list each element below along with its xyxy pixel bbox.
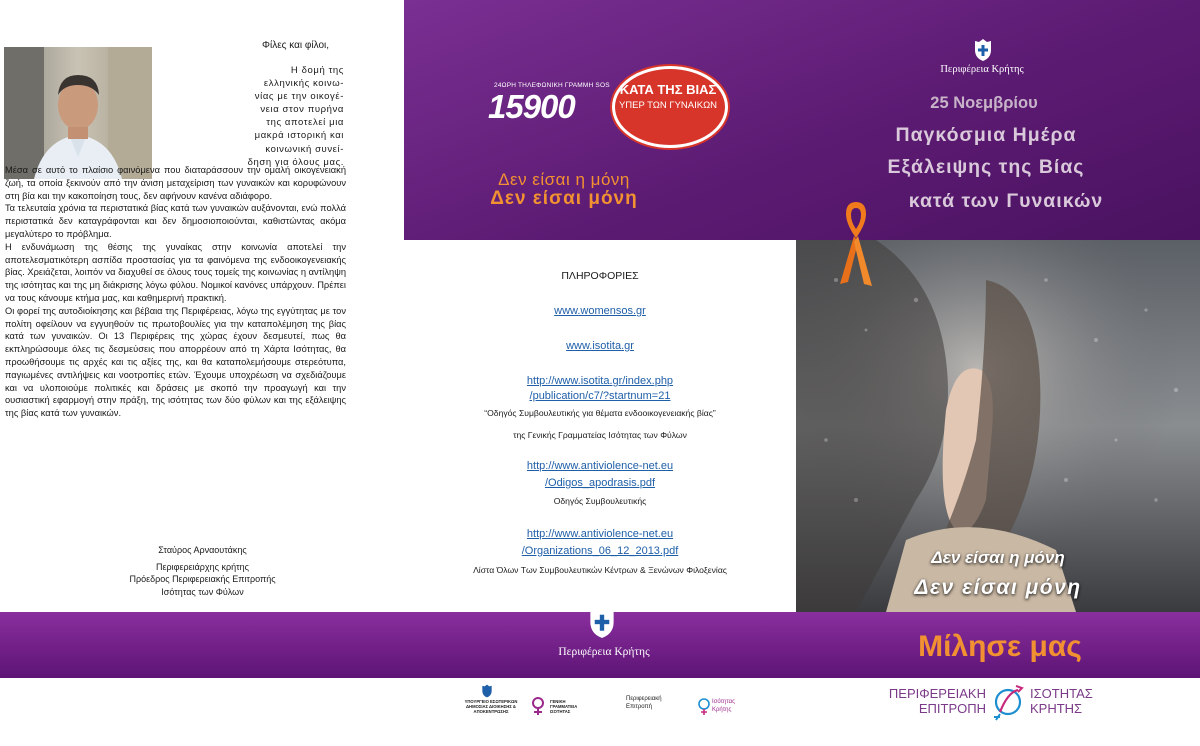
big-isotita-line-2: ΚΡΗΤΗΣ <box>1030 701 1083 716</box>
link-isotita[interactable]: www.isotita.gr <box>566 340 634 352</box>
isotita-line-2: Κρήτης <box>712 707 732 713</box>
isotita-line-1: Ισότητας <box>712 699 735 705</box>
speak-to-us: Μίλησε μας <box>918 630 1082 663</box>
signature-title: Περιφερειάρχης κρήτης <box>155 561 250 572</box>
note-centers-list: Λίστα Όλων Των Συμβουλευτικών Κέντρων & Ξενώνων Φιλοξενίας <box>473 565 727 575</box>
equality-emblem-icon <box>990 682 1026 727</box>
big-isotita-text <box>1030 686 1140 716</box>
note-guide-title: “Οδηγός Συμβουλευτικής για θέματα ενδοοικογενειακής βίας” <box>484 408 716 418</box>
photo-slogan-line-2: Δεν είσαι μόνη <box>914 576 1082 599</box>
intro-line: μακρά ιστορική και <box>254 130 344 142</box>
link-antiviolence-1[interactable]: http://www.antiviolence-net.eu <box>526 460 674 472</box>
intro-line: ελληνικής κοινω- <box>263 78 344 90</box>
big-committee-line-2: ΕΠΙΤΡΟΠΗ <box>918 701 986 716</box>
note-counseling-guide: Οδηγός Συμβουλευτικής <box>553 496 647 506</box>
letter-greeting: Φίλες και φίλοι, <box>262 40 330 51</box>
intro-line: νεια στον πυρήνα <box>260 104 344 116</box>
greek-crest-icon <box>972 38 994 67</box>
intro-line: Η δομή της <box>290 65 344 76</box>
link-isotita-publication-path[interactable]: /publication/c7/?startnum=21 <box>529 390 671 402</box>
letter-signature <box>5 544 400 598</box>
link-antiviolence-2[interactable]: http://www.antiviolence-net.eu <box>526 528 674 540</box>
committee-line-2: Επιτροπή <box>626 704 652 710</box>
signature-name: Σταύρος Αρναουτάκης <box>158 545 247 555</box>
letter-body <box>5 164 346 420</box>
cover-date: 25 Νοεμβρίου <box>930 94 1038 112</box>
badge-line-1: ΚΑΤΑ ΤΗΣ ΒΙΑΣ <box>619 82 717 97</box>
letter-paragraph: Οι φορεί της αυτοδιοίκησης και βέβαια της Περιφέρειας, λόγω της εγγύτητας με τον πολίτη οφείλουν να εγγυηθούν τις πρωτοβουλίες για την καταπολέμηση της βίας κατά των γυναικών. Οι 13 Περιφέρεις της χώρας έχουν δεσμευτεί, πως θα εκπληρώσουμε όλες τις δεσμεύσεις που απορρέουν από τη Χάρτα Ισότητας, θα προωθήσουμε τις αρχές και τις αξίες της, και θα καταπολεμήσουμε στερεότυπα, παγιωμένες αντιλήψεις και νοοτροπίες ετών. Έχουμε υποχρέωση να σχεδιάζουμε και να υλοποιούμε πολιτικές και δράσεις με σκοπό την προαγωγή και την ουσιαστική εφαρμογή στην πράξη, της ισότητας των δύο φύλων και της εξάλειψης της βίας κατά των γυναικών. <box>5 305 346 419</box>
gender-symbol-icon <box>530 696 546 721</box>
link-antiviolence-2-path[interactable]: /Organizations_06_12_2013.pdf <box>521 545 679 557</box>
intro-line: της αποτελεί μια <box>266 117 344 129</box>
equality-swirl-icon <box>696 694 712 721</box>
governor-photo <box>4 47 152 179</box>
signature-title: Ισότητας των Φύλων <box>161 586 244 597</box>
cover-title-line-1: Παγκόσμια Ημέρα <box>895 124 1077 146</box>
letter-paragraph: Μέσα σε αυτό το πλαίσιο φαινόμενα που διαταράσσουν την ομαλή οικογενειακή ζωή, τα οποία ξεκινούν από την άνιση μεταχείριση των γυναικών και κορυφώνουν στη βία και την κακοποίηση τους, δεν αφήνουν κανένα αδιάφορο. <box>5 165 346 201</box>
photo-slogan-line-1: Δεν είσαι η μόνη <box>931 548 1065 567</box>
region-name-top: Περιφέρεια Κρήτης <box>940 64 1024 75</box>
big-isotita-line-1: ΙΣΟΤΗΤΑΣ <box>1030 686 1093 701</box>
badge-line-2: ΥΠΕΡ ΤΩΝ ΓΥΝΑΙΚΩΝ <box>618 100 718 111</box>
big-committee-line-1: ΠΕΡΙΦΕΡΕΙΑΚΗ <box>888 686 986 701</box>
intro-line: δηση για όλους μας. <box>247 156 344 168</box>
big-committee-text <box>866 686 986 716</box>
greek-crest-icon <box>586 604 618 645</box>
link-antiviolence-1-path[interactable]: /Odigos_apodrasis.pdf <box>544 477 656 489</box>
letter-intro <box>164 64 344 169</box>
intro-line: νίας με την οικογέ- <box>254 91 344 103</box>
region-name-bottom: Περιφέρεια Κρήτης <box>558 646 650 658</box>
slogan-line-1: Δεν είσαι η μόνη <box>498 170 630 189</box>
link-isotita-publication[interactable]: http://www.isotita.gr/index.php <box>526 375 674 387</box>
signature-title: Πρόεδρος Περιφερειακής Επιτροπής <box>129 574 276 584</box>
isotita-logo-text <box>712 698 752 714</box>
hotline-number: 15900 <box>488 88 575 125</box>
letter-paragraph: Η ενδυνάμωση της θέσης της γυναίκας στην κοινωνία αποτελεί την αποτελεσματικότερη ασπίδα προστασίας για τα φαινόμενα της ενδοοικογενειακής βίας. Χρειάζεται, λοιπόν να διαχυθεί σε όλους τους τομείς της κοινωνίας η αντίληψη της ισότητας και της μη διάκρισης λόγω φύλου. Νομικοί κανόνες υπάρχουν. Πρέπει να τους κάνουμε κτήμα μας, και καθημερινή πρακτική. <box>5 241 346 303</box>
note-guide-publisher: της Γενικής Γραμματείας Ισότητας των Φύλων <box>513 430 687 440</box>
letter-paragraph: Τα τελευταία χρόνια τα περιστατικά βίας κατά των γυναικών αυξάνονται, ενώ πολλά περιστατικά δεν καταγράφονται και δεν δημοσιοποιούνται, καθιστώντας ακόμα μεγαλύτερο το πρόβλημα. <box>5 203 346 239</box>
intro-line: κοινωνική συνεί- <box>265 143 344 155</box>
committee-line-1: Περιφερειακή <box>626 696 662 702</box>
info-heading: ΠΛΗΡΟΦΟΡΙΕΣ <box>561 270 639 282</box>
committee-logo-text <box>626 695 696 711</box>
cover-title-line-3: κατά των Γυναικών <box>908 190 1104 212</box>
ministry-logo-text: ΥΠΟΥΡΓΕΙΟ ΕΣΩΤΕΡΙΚΩΝ ΔΗΜΟΣΙΑΣ ΔΙΟΙΚΗΣΗΣ & ΑΠΟΚΕΝΤΡΩΣΗΣ <box>464 699 518 714</box>
cover-title-line-2: Εξάλειψης της Βίας <box>887 156 1085 178</box>
gg-equality-logo-text: ΓΕΝΙΚΗ ΓΡΑΜΜΑΤΕΙΑ ΙΣΟΤΗΤΑΣ <box>550 699 578 714</box>
slogan-line-2: Δεν είσαι μόνη <box>490 188 638 209</box>
link-womensos[interactable]: www.womensos.gr <box>554 305 646 317</box>
orange-ribbon-icon <box>836 198 876 295</box>
hotline-caption: 24ΩΡΗ ΤΗΛΕΦΩΝΙΚΗ ΓΡΑΜΜΗ SOS <box>494 82 610 89</box>
